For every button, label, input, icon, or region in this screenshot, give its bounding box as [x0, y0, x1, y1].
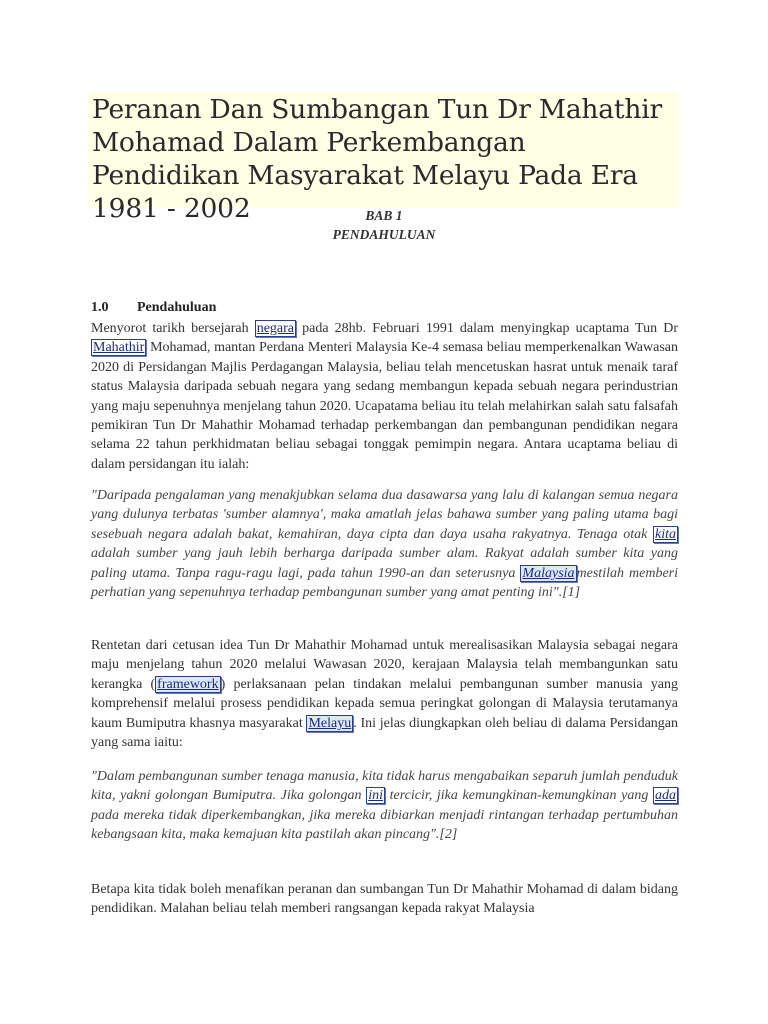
paragraph-1-text-a: Menyorot tarikh bersejarah: [91, 321, 255, 336]
quote-2: [91, 767, 678, 845]
quote-2-text-b: tercicir, jika kemungkinan-kemungkinan yang: [384, 788, 653, 804]
link-mahathir[interactable]: Mahathir: [93, 340, 145, 356]
quote-2-text-c: pada mereka tidak diperkembangkan, jika mereka dibiarkan menjadi rintangan terhadap pertumbuhan kebangsaan kita, maka kemajuan kita pastilah akan pincang".[2]: [91, 807, 678, 843]
link-kita[interactable]: kita: [655, 526, 676, 542]
document-title: Peranan Dan Sumbangan Tun Dr Mahathir Mohamad Dalam Perkembangan Pendidikan Masyarakat Melayu Pada Era 1981 - 2002: [92, 94, 662, 224]
paragraph-1: [91, 319, 678, 474]
section-heading: [91, 300, 216, 316]
quote-1-text-c: mestilah memberi perhatian yang sepenuhnya terhadap pembangunan sumber yang amat penting ini".[1]: [91, 565, 678, 601]
paragraph-2: [91, 636, 678, 752]
paragraph-2-text-c: . Ini jelas diungkapkan oleh beliau di dalama Persidangan yang sama iaitu:: [91, 715, 679, 751]
paragraph-1-text-c: Mohamad, mantan Perdana Menteri Malaysia Ke-4 semasa beliau memperkenalkan Wawasan 2020 di Persidangan Majlis Perdagangan Malaysia, beliau telah mencetuskan hasrat untuk menaik taraf status Malaysia daripada sebuah negara yang sedang membangun kepada sebuah negara perindustrian yang maju sepenuhnya menjelang tahun 2020. Ucapatama beliau itu telah melahirkan salah satu falsafah pemikiran Tun Dr Mahathir Mohamad terhadap perkembangan dan pembangunan pendidikan negara selama 22 tahun perkhidmatan beliau sebagai tonggak pemimpin negara. Antara ucaptama beliau di dalam persidangan itu ialah:: [91, 340, 678, 472]
section-title: Pendahuluan: [137, 300, 217, 315]
paragraph-3: Betapa kita tidak boleh menafikan peranan dan sumbangan Tun Dr Mahathir Mohamad di dalam bidang pendidikan. Malahan beliau telah memberi rangsangan kepada rakyat Malaysia: [91, 882, 678, 917]
quote-1-text-b: adalah sumber yang jauh lebih berharga daripada sumber alam. Rakyat adalah sumber kita yang paling utama. Tanpa ragu-ragu lagi, pada tahun 1990-an dan seterusnya: [91, 546, 678, 581]
paragraph-2-text-a: Rentetan dari cetusan idea Tun Dr Mahathir Mohamad untuk merealisasikan Malaysia sebagai negara maju menjelang tahun 2020 melalui Wawasan 2020, kerajaan Malaysia telah membangunkan satu kerangka (: [91, 638, 678, 692]
link-ini[interactable]: ini: [368, 788, 383, 804]
quote-2-text-a: "Dalam pembangunan sumber tenaga manusia, kita tidak harus mengabaikan separuh jumlah penduduk kita, yakni golongan Bumiputra. Jika golongan: [91, 769, 678, 804]
paragraph-2-text-b: ) perlaksanaan pelan tindakan melalui pembangunan sumber manusia yang komprehensif melalui prosess pendidikan kepada semua peringkat golongan di Malaysia terutamanya kaum Bumiputra khasnya masyarakat: [91, 676, 679, 731]
chapter-subtitle: PENDAHULUAN: [332, 227, 436, 242]
link-melayu[interactable]: Melayu: [308, 715, 352, 731]
link-ada[interactable]: ada: [655, 788, 676, 804]
link-framework[interactable]: framework: [157, 676, 219, 692]
chapter-label: BAB 1: [365, 208, 403, 223]
quote-1: [91, 486, 678, 602]
paragraph-1-text-b: pada 28hb. Februari 1991 dalam menyingkap ucaptama Tun Dr: [296, 321, 678, 336]
section-number: 1.0: [91, 300, 109, 315]
link-malaysia[interactable]: Malaysia: [522, 565, 575, 581]
link-negara[interactable]: negara: [256, 321, 295, 336]
quote-1-text-a: "Daripada pengalaman yang menakjubkan selama dua dasawarsa yang lalu di kalangan semua negara yang dulunya terbatas 'sumber alamnya', maka amatlah jelas bahawa sumber yang paling utama bagi sesebuah negara adalah bakat, kemahiran, daya cipta dan daya usaha rakyatnya. Tenaga otak: [91, 488, 678, 542]
